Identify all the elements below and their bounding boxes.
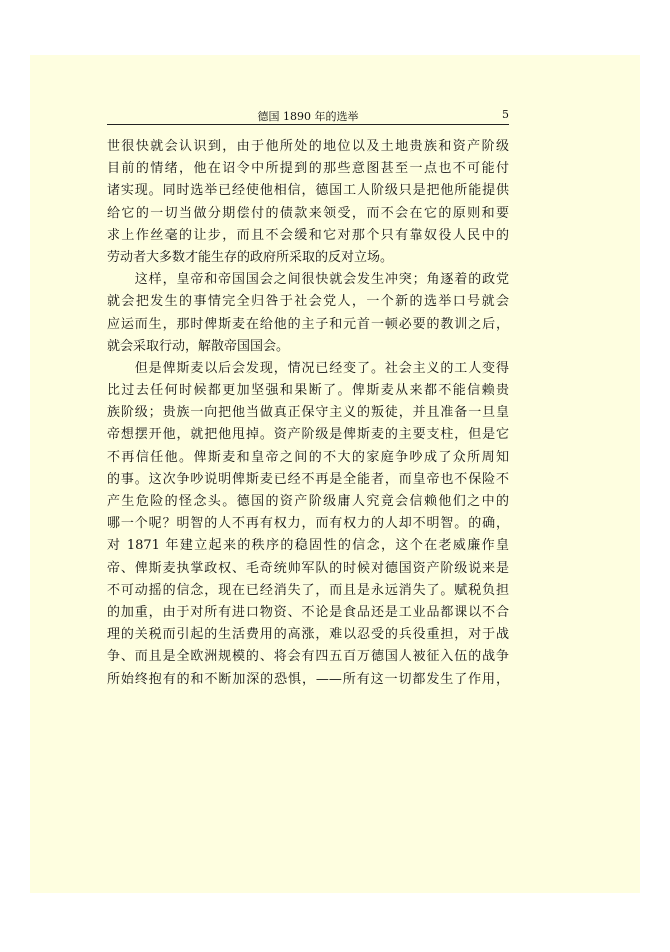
text-line: 就会把发生的事情完全归咎于社会党人，一个新的选举口号就会 bbox=[107, 294, 509, 310]
text-line: 帝想摆开他，就把他甩掉。资产阶级是俾斯麦的主要支柱，但是它 bbox=[107, 427, 509, 443]
running-title: 德国 1890 年的选举 bbox=[257, 110, 359, 123]
text-line: 的事。这次争吵说明俾斯麦已经不再是全能者，而皇帝也不保险不 bbox=[107, 471, 509, 487]
text-line: 所始终抱有的和不断加深的恐惧，——所有这一切都发生了作用， bbox=[107, 671, 509, 687]
text-line: 这样，皇帝和帝国国会之间很快就会发生冲突；角逐着的政党 bbox=[107, 272, 509, 288]
text-line: 但是俾斯麦以后会发现，情况已经变了。社会主义的工人变得 bbox=[107, 360, 509, 376]
header-rule bbox=[107, 124, 509, 125]
text-line: 族阶级；贵族一向把他当做真正保守主义的叛徒，并且准备一旦皇 bbox=[107, 405, 509, 421]
text-line: 不可动摇的信念，现在已经消失了，而且是永远消失了。赋税负担 bbox=[107, 582, 509, 598]
body-text bbox=[107, 136, 509, 691]
text-line: 比过去任何时候都更加坚强和果断了。俾斯麦从来都不能信赖贵 bbox=[107, 383, 509, 399]
text-line: 诸实现。同时选举已经使他相信，德国工人阶级只是把他所能提供 bbox=[107, 183, 509, 199]
text-line: 给它的一切当做分期偿付的债款来领受，而不会在它的原则和要 bbox=[107, 205, 509, 221]
text-line: 理的关税而引起的生活费用的高涨，难以忍受的兵役重担，对于战 bbox=[107, 627, 509, 643]
text-line: 帝、俾斯麦执掌政权、毛奇统帅军队的时候对德国资产阶级说来是 bbox=[107, 560, 509, 576]
text-line: 就会采取行动，解散帝国国会。 bbox=[107, 338, 290, 354]
text-line: 世很快就会认识到，由于他所处的地位以及土地贵族和资产阶级 bbox=[107, 139, 509, 154]
text-line: 目前的情绪，他在诏令中所提到的那些意图甚至一点也不可能付 bbox=[107, 161, 509, 177]
text-line: 哪一个呢？明智的人不再有权力，而有权力的人却不明智。的确， bbox=[107, 516, 509, 532]
text-line: 应运而生，那时俾斯麦在给他的主子和元首一顿必要的教训之后， bbox=[107, 316, 509, 332]
text-line: 求上作丝毫的让步，而且不会缓和它对那个只有靠奴役人民中的 bbox=[107, 227, 509, 243]
text-line: 产生危险的怪念头。德国的资产阶级庸人究竟会信赖他们之中的 bbox=[107, 494, 509, 509]
text-line: 争、而且是全欧洲规模的、将会有四五百万德国人被征入伍的战争 bbox=[107, 649, 509, 665]
page-number: 5 bbox=[502, 108, 509, 121]
text-line: 劳动者大多数才能生存的政府所采取的反对立场。 bbox=[107, 249, 394, 265]
text-line: 不再信任他。俾斯麦和皇帝之间的不大的家庭争吵成了众所周知 bbox=[107, 449, 509, 465]
running-header bbox=[107, 106, 509, 126]
text-line: 对 1871 年建立起来的秩序的稳固性的信念，这个在老威廉作皇 bbox=[107, 538, 509, 554]
text-line: 的加重，由于对所有进口物资、不论是食品还是工业品都课以不合 bbox=[107, 604, 509, 620]
